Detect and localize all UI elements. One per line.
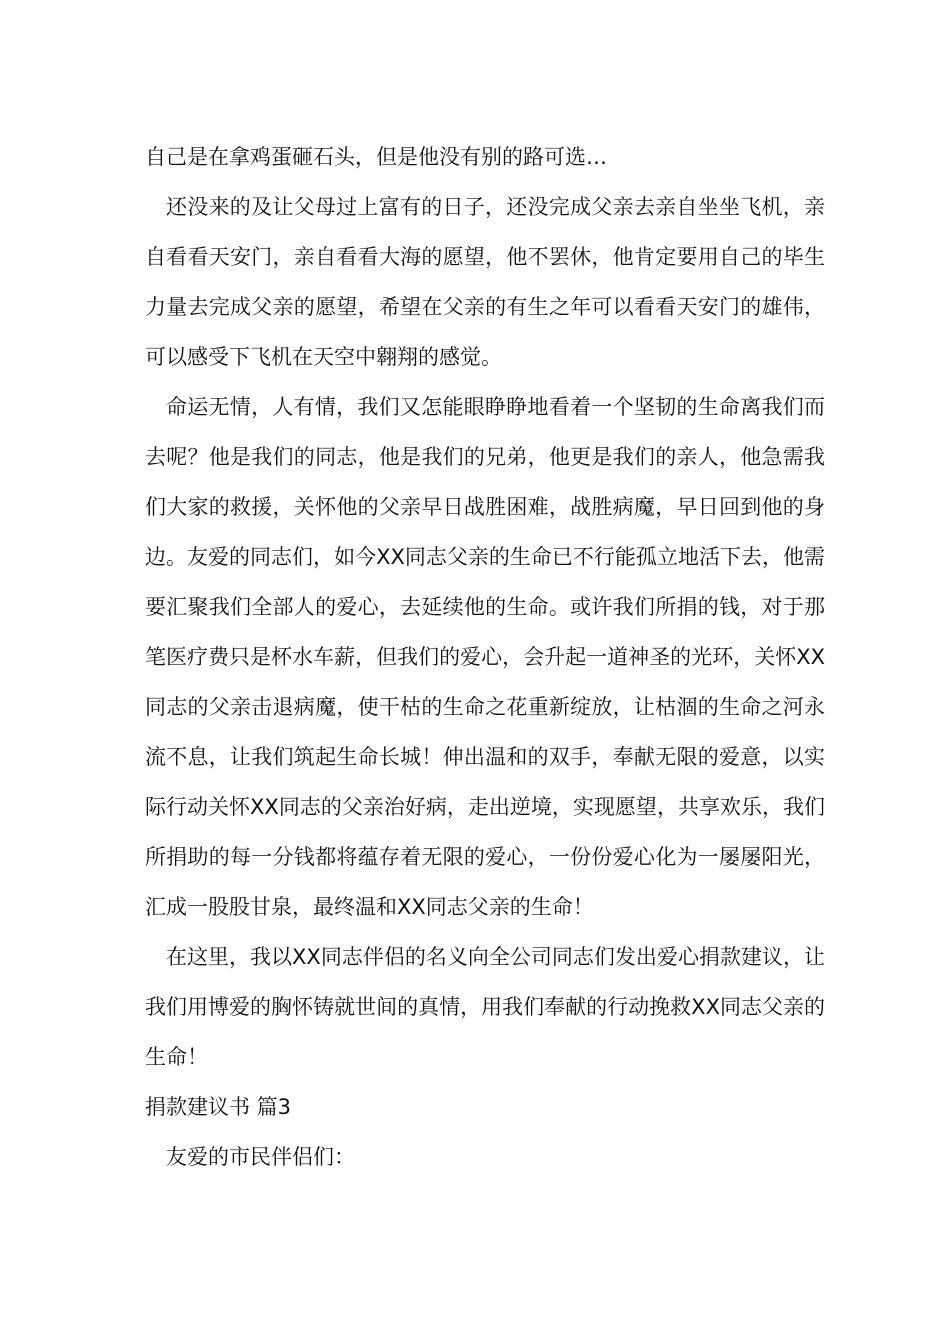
paragraph-donation-proposal: 在这里，我以XX同志伴侣的名义向全公司同志们发出爱心捐款建议，让我们用博爱的胸怀铸就世间的真情，用我们奉献的行动挽救XX同志父亲的生命！ [145, 945, 825, 1069]
document-body [145, 132, 825, 1182]
section-heading: 捐款建议书 篇3 [145, 1095, 292, 1119]
paragraph-father-wish: 还没来的及让父母过上富有的日子，还没完成父亲去亲自坐坐飞机，亲自看看天安门，亲自看看大海的愿望，他不罢休，他肯定要用自己的毕生力量去完成父亲的愿望，希望在父亲的有生之年可以看看天安门的雄伟，可以感受下飞机在天空中翱翔的感觉。 [145, 195, 825, 369]
paragraph-salutation: 友爱的市民伴侣们： [166, 1145, 355, 1169]
paragraph-continuation: 自己是在拿鸡蛋砸石头，但是他没有别的路可选… [145, 145, 607, 169]
paragraph-appeal: 命运无情，人有情，我们又怎能眼睁睁地看着一个坚韧的生命离我们而去呢？他是我们的同志，他是我们的兄弟，他更是我们的亲人，他急需我们大家的救援，关怀他的父亲早日战胜困难，战胜病魔，早日回到他的身边。友爱的同志们，如今XX同志父亲的生命已不行能孤立地活下去，他需要汇聚我们全部人的爱心，去延续他的生命。或许我们所捐的钱，对于那笔医疗费只是杯水车薪，但我们的爱心，会升起一道神圣的光环，关怀XX同志的父亲击退病魔，使干枯的生命之花重新绽放，让枯涸的生命之河永流不息，让我们筑起生命长城！伸出温和的双手，奉献无限的爱意，以实际行动关怀XX同志的父亲治好病，走出逆境，实现愿望，共享欢乐，我们所捐助的每一分钱都将蕴存着无限的爱心，一份份爱心化为一屡屡阳光，汇成一股股甘泉，最终温和XX同志父亲的生命！ [145, 395, 825, 919]
